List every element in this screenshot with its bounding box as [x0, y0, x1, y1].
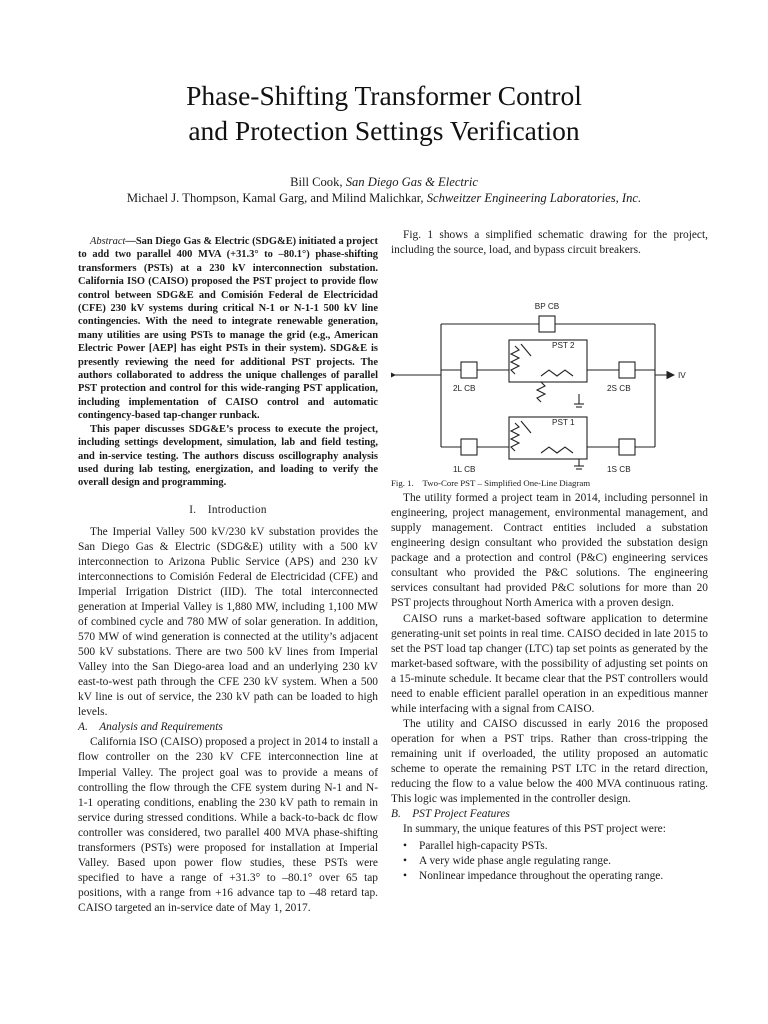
title-line-2: and Protection Settings Verification [188, 115, 580, 146]
bp-cb-breaker [539, 316, 555, 332]
author-names: Michael J. Thompson, Kamal Garg, and Milind Malichkar, [126, 191, 427, 205]
body-paragraph: California ISO (CAISO) proposed a project in 2014 to install a flow controller on the 230 kV CFE interconnection line at Imperial Valley. The project goal was to provide a means of controlling the flow through the CFE system during N-1 and N-1-1 operating conditions, enabling the 230 kV path to remain in service during stressed conditions. While a back-to-back dc flow controller was considered, two parallel 400 MVA phase-shifting transformers (PSTs) were proposed for installation at Imperial Valley. Based upon power flow studies, these PSTs were specified to have a range of +31.3° to –80.1° over 65 tap positions, with a range from +16 advance tap to –48 retard tap. CAISO targeted an in-service date of May 1, 2017. [78, 736, 378, 914]
abstract-label: Abstract [90, 236, 126, 247]
section-heading-introduction: I. Introduction [189, 503, 267, 516]
body-paragraph: Fig. 1 shows a simplified schematic drawing for the project, including the source, load, and bypass circuit breakers. [391, 229, 708, 257]
body-paragraph: In summary, the unique features of this PST project were: [403, 823, 666, 836]
abstract-text: —San Diego Gas & Electric (SDG&E) initiated a project to add two parallel 400 MVA (+31.3° to –80.1°) phase-shifting transformers (PSTs) at a 230 kV interconnection substation. California ISO (CAISO) proposed the PST project to provide flow control between SDG&E and Comisión Federal de Electricidad (CFE) 230 kV systems during critical N-1 or N-1-1 500 kV line contingencies. With the need to integrate renewable generation, many utilities are using PSTs to manage the grid (e.g., American Electric Power [AEP] has eight PSTs in their system). SDG&E is presently reviewing the need for additional PST projects. The authors collaborated to address the unique challenges of parallel PST protection and control for this wide-ranging PST application, including implementation of CAISO control and automatic contingency-based tap-changer runback. [78, 236, 378, 422]
author-line-1 [0, 174, 768, 190]
author-affiliation: Schweitzer Engineering Laboratories, Inc. [426, 191, 642, 205]
list-item: • A very wide phase angle regulating range. [419, 854, 708, 869]
pst2-core [509, 340, 587, 382]
body-paragraph: The utility and CAISO discussed in early 2016 the proposed operation for when a PST trips. Rather than cross-tripping the remaining unit if overloaded, the utility proposed an automatic scheme to operate the remaining PST LTC in the retard direction, reducing the flow to a value below the 400 MVA continuous rating. This logic was implemented in the controller design. [391, 717, 708, 806]
feature-list [391, 839, 708, 884]
abstract [78, 235, 378, 490]
right-column [391, 228, 708, 884]
cb-2s-breaker [619, 362, 635, 378]
pst1-label: PST 1 [552, 418, 575, 428]
cb-1s-breaker [619, 439, 635, 455]
subsection-heading: A. Analysis and Requirements [78, 721, 223, 734]
author-block [0, 174, 768, 206]
list-item: • Parallel high-capacity PSTs. [419, 839, 708, 854]
list-item: • Nonlinear impedance throughout the operating range. [419, 869, 708, 884]
cb-1l-label: 1L CB [453, 465, 476, 475]
cb-2l-label: 2L CB [453, 384, 476, 394]
body-paragraph: The utility formed a project team in 2014, including personnel in engineering, project management, environmental management, and supply management. Contract entities included a substation engineering design consultant who provided the substation design package and a protection and control (P&C) engineering services consultant who provided the P&C solutions. The engineering services consultant had provided P&C solutions for more than 20 PST projects throughout North America with a proven design. [391, 492, 708, 610]
pst2-label: PST 2 [552, 341, 575, 351]
bp-cb-label: BP CB [534, 302, 560, 312]
cb-2l-breaker [461, 362, 477, 378]
abstract-paragraph: This paper discusses SDG&E’s process to execute the project, including settings development, simulation, lab and field testing, and in-service testing. The authors discuss oscillography analysis used during lab testing, energization, and loading to verify the overall design and programming. [78, 423, 378, 489]
abstract-paragraph [78, 235, 378, 423]
one-line-diagram [391, 264, 708, 476]
cb-1l-breaker [461, 439, 477, 455]
title-line-1: Phase-Shifting Transformer Control [186, 80, 582, 111]
figure-caption: Fig. 1. Two-Core PST – Simplified One-Line Diagram [391, 478, 591, 489]
author-name: Bill Cook, [290, 175, 346, 189]
cb-1s-label: 1S CB [607, 465, 631, 475]
iv-label: IV [678, 371, 686, 381]
author-affiliation: San Diego Gas & Electric [345, 175, 478, 189]
body-paragraph: The Imperial Valley 500 kV/230 kV substation provides the San Diego Gas & Electric (SDG&E) utility with a 500 kV interconnection to Arizona Public Service (APS) and 230 kV interconnections to Comisión Federal de Electricidad (CFE) and Imperial Irrigation District (IID). The total interconnected generation at Imperial Valley is 1,880 MW, including 1,100 MW of combined cycle and 780 MW of solar generation. In addition, 570 MW of wind generation is connected at the utility’s adjacent 500 kV substations. There are two 500 kV lines from Imperial Valley into the San Diego-area load and an underlying 230 kV east-to-west path through the CFE 230 kV system. When a 500 kV line is out of service, the 230 kV path can be loaded to high levels. [78, 525, 378, 719]
cb-2s-label: 2S CB [607, 384, 631, 394]
subsection-heading: B. PST Project Features [391, 808, 510, 821]
left-column [78, 235, 378, 916]
pst1-core [509, 417, 587, 459]
author-line-2 [0, 190, 768, 206]
paper-title [0, 78, 768, 148]
pst2-series-winding [537, 382, 545, 402]
body-paragraph: CAISO runs a market-based software application to determine generating-unit set points in real time. CAISO decided in late 2015 to set the PST load tap changer (LTC) tap set points as generated by the market-based software, with the possibility of adjusting set points on a 15-minute schedule. It became clear that the PST controllers would need to enable efficient parallel operation in an expeditious manner while interfacing with a signal from CAISO. [391, 612, 708, 715]
